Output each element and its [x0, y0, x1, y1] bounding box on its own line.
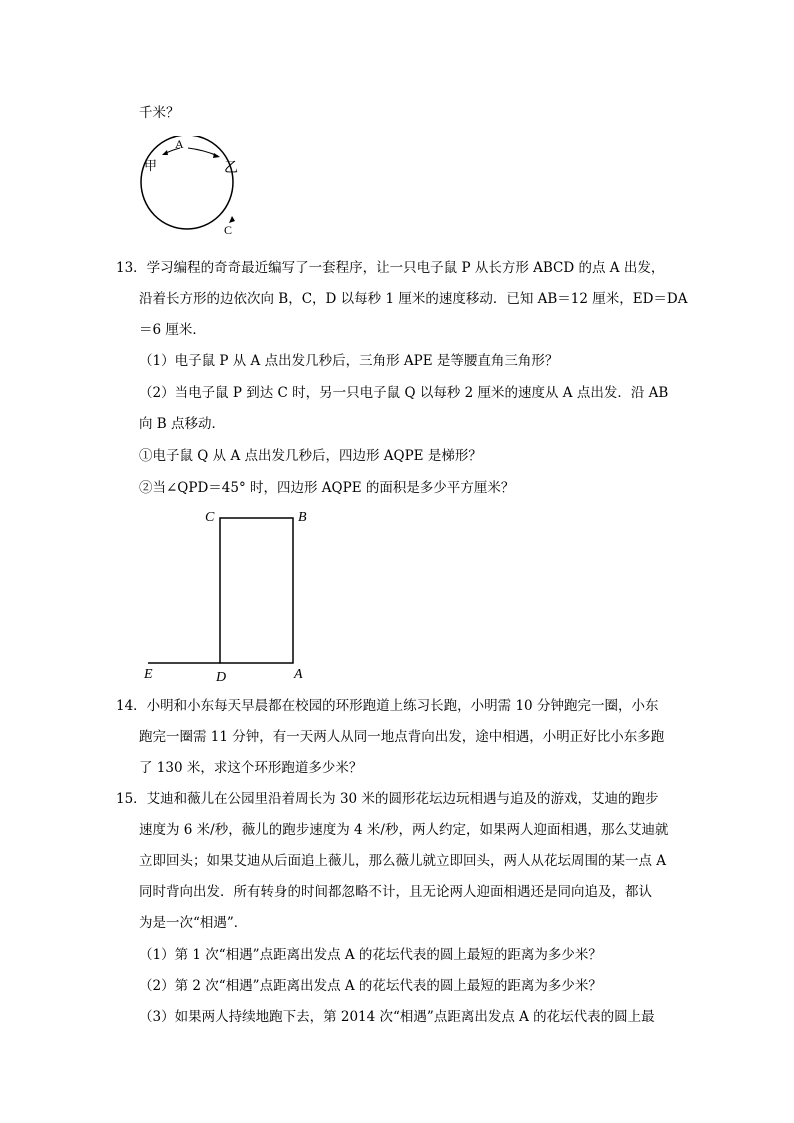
q15-part2: （2）第 2 次“相遇”点距离出发点 A 的花坛代表的圆上最短的距离为多少米？	[139, 978, 602, 994]
rectangle-figure	[140, 505, 320, 685]
label-c: C	[224, 223, 233, 236]
q14-line1: 14．小明和小东每天早晨都在校园的环形跑道上练习长跑，小明需 10 分钟跑完一圈，小东	[116, 698, 659, 714]
circle-figure	[136, 136, 246, 236]
arrow-right-head-icon	[213, 153, 220, 158]
label-yi: 乙	[224, 161, 238, 176]
label-jia: 甲	[144, 158, 158, 173]
rectangle-abcd	[220, 518, 293, 663]
q14-line3: 了 130 米，求这个环形跑道多少米？	[139, 760, 363, 776]
label-d: D	[216, 670, 227, 685]
q13-part2-line1: （2）当电子鼠 P 到达 C 时，另一只电子鼠 Q 以每秒 2 厘米的速度从 A 点出发．沿 AB	[139, 385, 669, 401]
label-b: B	[298, 510, 307, 525]
q15-part1: （1）第 1 次“相遇”点距离出发点 A 的花坛代表的圆上最短的距离为多少米？	[139, 947, 602, 963]
q15-line3: 立即回头；如果艾迪从后面追上薇儿，那么薇儿就立即回头，两人从花坛周围的某一点 A	[139, 853, 667, 869]
q15-line2: 速度为 6 米/秒，薇儿的跑步速度为 4 米/秒，两人约定，如果两人迎面相遇，那么艾迪就	[139, 822, 669, 838]
label-c: C	[205, 510, 215, 525]
q15-line4: 同时背向出发．所有转身的时间都忽略不计，且无论两人迎面相遇还是同向追及，都认	[139, 884, 652, 900]
arrow-right-icon	[188, 148, 218, 156]
arrow-left-head-icon	[162, 150, 168, 155]
label-a: A	[175, 137, 184, 151]
q15-line1: 15．艾迪和薇儿在公园里沿着周长为 30 米的圆形花坛边玩相遇与追及的游戏，艾迪的跑步	[116, 791, 659, 807]
q13-sub2: ②当∠QPD＝45° 时，四边形 AQPE 的面积是多少平方厘米？	[139, 480, 515, 496]
q13-line2: 沿着长方形的边依次向 B，C，D 以每秒 1 厘米的速度移动．已知 AB＝12 厘米，ED＝DA	[139, 291, 688, 307]
circle-track	[141, 136, 233, 229]
arrow-bottom-head-icon	[229, 216, 235, 223]
q15-line5: 为是一次“相遇”．	[139, 915, 248, 931]
q13-part1: （1）电子鼠 P 从 A 点出发几秒后，三角形 APE 是等腰直角三角形？	[139, 353, 559, 369]
label-a: A	[294, 667, 303, 682]
label-e: E	[144, 667, 153, 682]
q13-line3: ＝6 厘米．	[139, 322, 206, 338]
q13-sub1: ①电子鼠 Q 从 A 点出发几秒后，四边形 AQPE 是梯形？	[139, 448, 482, 464]
q13-line1: 13．学习编程的奇奇最近编写了一套程序，让一只电子鼠 P 从长方形 ABCD 的点 A 出发，	[116, 260, 665, 276]
header-line: 千米？	[139, 105, 180, 121]
q15-part3: （3）如果两人持续地跑下去，第 2014 次“相遇”点距离出发点 A 的花坛代表的圆上最	[139, 1009, 655, 1025]
q13-part2-line2: 向 B 点移动．	[139, 416, 226, 432]
q14-line2: 跑完一圈需 11 分钟，有一天两人从同一地点背向出发，途中相遇，小明正好比小东多跑	[139, 729, 665, 745]
